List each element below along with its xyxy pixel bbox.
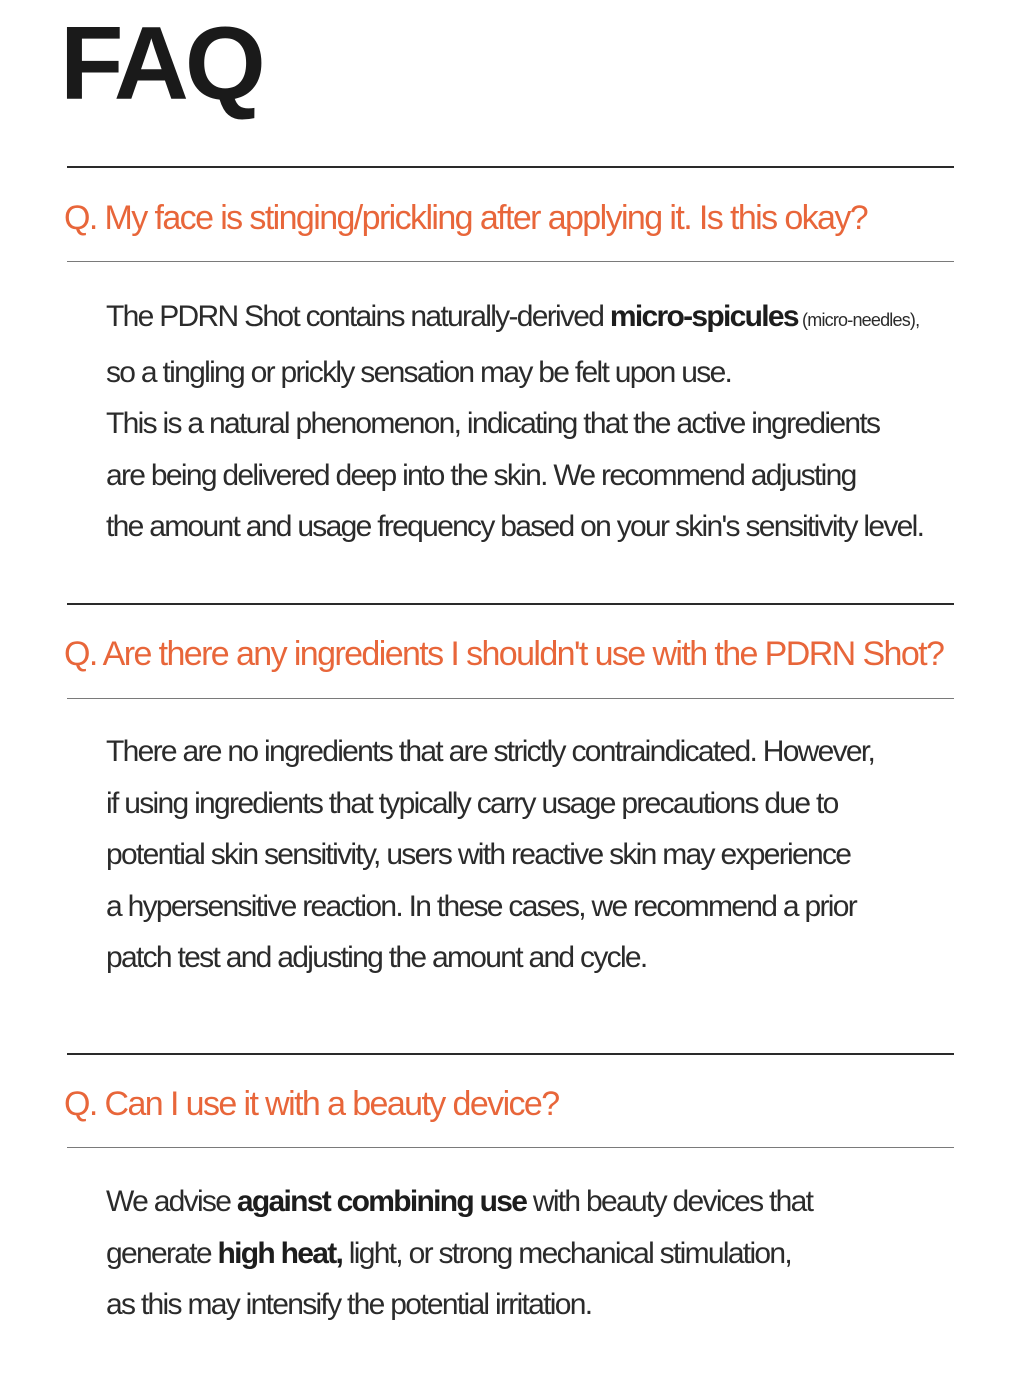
answer-emphasis: high heat, bbox=[217, 1236, 343, 1270]
question-divider bbox=[67, 1147, 954, 1148]
faq-answer-3 bbox=[106, 1176, 1006, 1331]
answer-line: are being delivered deep into the skin. We recommend adjusting bbox=[106, 458, 856, 492]
answer-line: This is a natural phenomenon, indicating that the active ingredients bbox=[106, 407, 880, 440]
answer-line: the amount and usage frequency based on your skin's sensitivity level. bbox=[106, 510, 924, 543]
answer-text: light, or strong mechanical stimulation, bbox=[342, 1236, 792, 1270]
answer-line bbox=[106, 1228, 1006, 1280]
answer-line bbox=[106, 291, 1006, 347]
answer-text: The PDRN Shot contains naturally-derived bbox=[106, 300, 610, 333]
faq-question-1: Q. My face is stinging/prickling after applying it. Is this okay? bbox=[64, 199, 868, 237]
answer-note: (micro-needles), bbox=[797, 310, 920, 330]
answer-text: We advise bbox=[106, 1185, 237, 1218]
answer-line bbox=[106, 1176, 1006, 1228]
answer-emphasis: micro-spicules bbox=[609, 300, 798, 333]
answer-line: so a tingling or prickly sensation may be felt upon use. bbox=[106, 355, 732, 389]
answer-line: a hypersensitive reaction. In these cases, we recommend a prior bbox=[106, 889, 856, 923]
faq-answer-1 bbox=[106, 291, 1006, 553]
answer-text: with beauty devices that bbox=[526, 1185, 813, 1218]
section-divider bbox=[67, 166, 954, 168]
section-divider bbox=[67, 603, 954, 605]
question-divider bbox=[67, 698, 954, 699]
faq-question-3: Q. Can I use it with a beauty device? bbox=[64, 1085, 559, 1123]
page-title: FAQ bbox=[60, 6, 262, 122]
answer-line: patch test and adjusting the amount and cycle. bbox=[106, 941, 647, 974]
answer-emphasis: against combining use bbox=[236, 1185, 527, 1218]
faq-question-2: Q. Are there any ingredients I shouldn't use with the PDRN Shot? bbox=[64, 635, 944, 673]
answer-line: if using ingredients that typically carry usage precautions due to bbox=[106, 786, 838, 820]
question-divider bbox=[67, 261, 954, 262]
answer-text: generate bbox=[106, 1236, 218, 1270]
faq-answer-2 bbox=[106, 726, 1006, 984]
answer-line: as this may intensify the potential irritation. bbox=[106, 1288, 592, 1321]
answer-line: There are no ingredients that are strictly contraindicated. However, bbox=[106, 735, 875, 768]
section-divider bbox=[67, 1053, 954, 1055]
answer-line: potential skin sensitivity, users with reactive skin may experience bbox=[106, 838, 851, 871]
